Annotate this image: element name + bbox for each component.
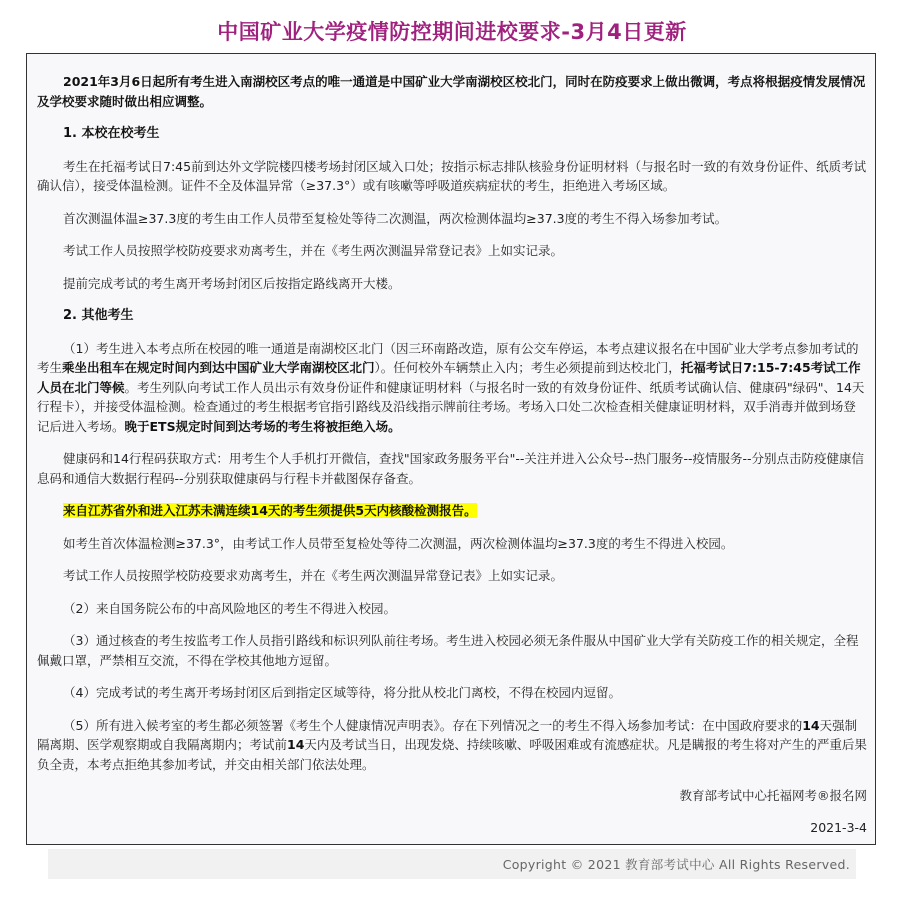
item1-text-1: （1）考生进入本考点所在校园的唯一通道是南湖校区北门（因三环南路改造，原有公交车停运，本考点建议报名在中国矿业大学考点参加考试的考生 bbox=[37, 340, 859, 375]
section2-item2-paragraph: （2）来自国务院公布的中高风险地区的考生不得进入校园。 bbox=[63, 600, 396, 616]
highlighted-notice: 来自江苏省外和进入江苏未满连续14天的考生须提供5天内核酸检测报告。 bbox=[63, 503, 477, 518]
health-code-paragraph: 健康码和14行程码获取方式：用考生个人手机打开微信，查找"国家政务服务平台"--关注并进入公众号--热门服务--疫情服务--分别点击防疫健康信息码和通信大数据行程码--分别获取健康码与行程卡并截图保存备查。 bbox=[37, 451, 864, 486]
section1-paragraph-record: 考试工作人员按照学校防疫要求劝离考生，并在《考生两次测温异常登记表》上如实记录。 bbox=[63, 243, 564, 258]
page-title: 中国矿业大学疫情防控期间进校要求-3月4日更新 bbox=[217, 20, 687, 44]
item1-bold-taxi: 乘坐出租车在规定时间内到达中国矿业大学南湖校区北门 bbox=[62, 360, 375, 375]
item5-text-1: （5）所有进入候考室的考生都必须签署《考生个人健康情况声明表》。存在下列情况之一的考生不得入场参加考试：在中国政府要求的 bbox=[63, 717, 803, 733]
section2-item5-paragraph bbox=[37, 716, 867, 775]
item1-bold-late-denied: 晚于ETS规定时间到达考场的考生将被拒绝入场。 bbox=[124, 418, 401, 434]
section2-heading: 2. 其他考生 bbox=[63, 308, 134, 323]
item5-text-2: 天强制隔离期、医学观察期或自我隔离期内；考试前 bbox=[37, 717, 858, 752]
section2-record-paragraph: 考试工作人员按照学校防疫要求劝离考生，并在《考生两次测温异常登记表》上如实记录。 bbox=[63, 568, 564, 583]
item5-bold-14-b: 14 bbox=[287, 737, 305, 752]
item5-bold-14-a: 14 bbox=[802, 717, 820, 733]
intro-paragraph: 2021年3月6日起所有考生进入南湖校区考点的唯一通道是中国矿业大学南湖校区校北门，同时在防疫要求上做出微调，考点将根据疫情发展情况及学校要求随时做出相应调整。 bbox=[37, 74, 866, 109]
section2-item3-paragraph: （3）通过核查的考生按监考工作人员指引路线和标识列队前往考场。考生进入校园必须无条件服从中国矿业大学有关防疫工作的相关规定，全程佩戴口罩，严禁相互交流，不得在学校其他地方逗留。 bbox=[37, 633, 859, 668]
section2-temperature-paragraph: 如考生首次体温检测≥37.3°，由考试工作人员带至复检处等待二次测温，两次检测体温均≥37.3度的考生不得进入校园。 bbox=[63, 535, 734, 551]
item1-text-3: 。考生列队向考试工作人员出示有效身份证件和健康证明材料（与报名时一致的有效身份证件、纸质考试确认信、健康码"绿码"、14天行程卡），并接受体温检测。检查通过的考生根据考官指引路线及沿线指示牌前往考场。考场入口处二次检查相关健康证明材料，双手消毒并做到场登记后进入考场。 bbox=[37, 379, 865, 434]
item1-bold-wait-time: 托福考试日7:15-7:45考试工作人员在北门等候 bbox=[37, 360, 861, 395]
section1-heading: 1. 本校在校考生 bbox=[63, 126, 160, 141]
copyright-text: Copyright © 2021 教育部考试中心 All Rights Reserved. bbox=[502, 857, 850, 872]
section2-item1-paragraph bbox=[37, 339, 867, 437]
publish-date: 2021-3-4 bbox=[810, 820, 867, 835]
section1-paragraph-temperature: 首次测温体温≥37.3度的考生由工作人员带至复检处等待二次测温，两次检测体温均≥37.3度的考生不得入场参加考试。 bbox=[63, 210, 728, 226]
footer-bar bbox=[48, 849, 856, 879]
notice-content-box bbox=[26, 53, 876, 845]
nucleic-test-notice bbox=[37, 501, 867, 521]
section1-paragraph-arrival: 考生在托福考试日7:45前到达外文学院楼四楼考场封闭区域入口处；按指示标志排队核验身份证明材料（与报名时一致的有效身份证件、纸质考试确认信），接受体温检测。证件不全及体温异常（≥37.3°）或有咳嗽等呼吸道疾病症状的考生，拒绝进入考场区域。 bbox=[37, 158, 867, 193]
section1-paragraph-exit: 提前完成考试的考生离开考场封闭区后按指定路线离开大楼。 bbox=[63, 275, 401, 291]
section2-item4-paragraph: （4）完成考试的考生离开考场封闭区后到指定区域等待，将分批从校北门离校，不得在校园内逗留。 bbox=[63, 685, 621, 700]
signature: 教育部考试中心托福网考®报名网 bbox=[679, 788, 867, 803]
item5-text-3: 天内及考试当日，出现发烧、持续咳嗽、呼吸困难或有流感症状。凡是瞒报的考生将对产生的严重后果负全责，本考点拒绝其参加考试，并交由相关部门依法处理。 bbox=[37, 737, 867, 772]
item1-text-2: ）。任何校外车辆禁止入内；考生必须提前到达校北门， bbox=[374, 360, 681, 375]
